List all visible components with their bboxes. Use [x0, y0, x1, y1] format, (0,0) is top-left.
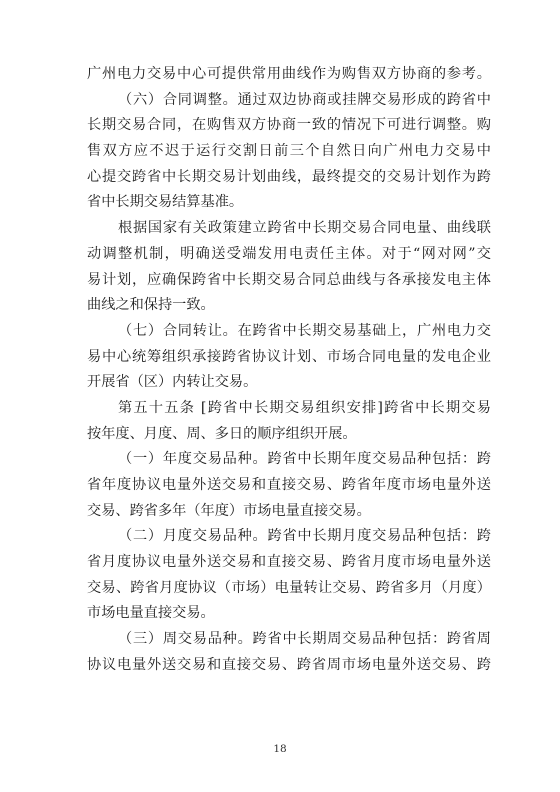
text-line: 按年度、月度、周、多日的顺序组织开展。: [87, 425, 357, 442]
text-line: （二）月度交易品种。跨省中长期月度交易品种包括：跨: [118, 528, 491, 545]
paragraph-linked-adjustment-mechanism: [87, 216, 491, 319]
text-line: 协议电量外送交易和直接交易、跨省周市场电量外送交易、跨: [87, 656, 491, 673]
text-line: 心提交跨省中长期交易计划曲线，最终提交的交易计划作为跨: [87, 168, 491, 185]
paragraph-reference-curve: [87, 62, 491, 88]
text-line: 根据国家有关政策建立跨省中长期交易合同电量、曲线联: [118, 220, 491, 237]
text-line: （六）合同调整。通过双边协商或挂牌交易形成的跨省中: [118, 91, 491, 108]
text-line: 广州电力交易中心可提供常用曲线作为购售双方协商的参考。: [87, 66, 491, 82]
text-line: 易中心统筹组织承接跨省协议计划、市场合同电量的发电企业: [87, 348, 491, 365]
paragraph-monthly-trading-types: [87, 524, 491, 627]
paragraph-weekly-trading-types: [87, 627, 491, 678]
text-line: （一）年度交易品种。跨省中长期年度交易品种包括：跨: [118, 451, 491, 468]
page-number: 18: [273, 743, 287, 755]
text-line: 省年度协议电量外送交易和直接交易、跨省年度市场电量外送: [87, 477, 491, 493]
text-line: （三）周交易品种。跨省中长期周交易品种包括：跨省周: [118, 631, 491, 648]
text-line: 易计划，应确保跨省中长期交易合同总曲线与各承接发电主体: [87, 271, 491, 288]
text-line: 交易、跨省多年（年度）市场电量直接交易。: [87, 502, 371, 519]
text-line: 交易、跨省月度协议（市场）电量转让交易、跨省多月（月度）: [87, 579, 491, 596]
document-body: [87, 62, 491, 679]
text-line: 开展省（区）内转让交易。: [87, 374, 258, 391]
text-line: 省中长期交易结算基准。: [87, 194, 244, 211]
text-line: 省月度协议电量外送交易和直接交易、跨省月度市场电量外送: [87, 554, 491, 571]
text-line: 市场电量直接交易。: [87, 605, 215, 622]
paragraph-annual-trading-types: [87, 447, 491, 524]
text-line: 售双方应不迟于运行交割日前三个自然日向广州电力交易中: [87, 143, 491, 160]
paragraph-contract-transfer: [87, 319, 491, 396]
text-line: （七）合同转让。在跨省中长期交易基础上，广州电力交: [118, 322, 491, 339]
text-line: 长期交易合同，在购售双方协商一致的情况下可进行调整。购: [87, 117, 491, 134]
paragraph-contract-adjustment: [87, 88, 491, 216]
text-line: 动调整机制，明确送受端发用电责任主体。对于“网对网”交: [87, 245, 491, 262]
text-line: 曲线之和保持一致。: [87, 297, 215, 314]
text-line: 第五十五条 [跨省中长期交易组织安排]跨省中长期交易: [118, 399, 491, 416]
paragraph-article-55: [87, 396, 491, 447]
